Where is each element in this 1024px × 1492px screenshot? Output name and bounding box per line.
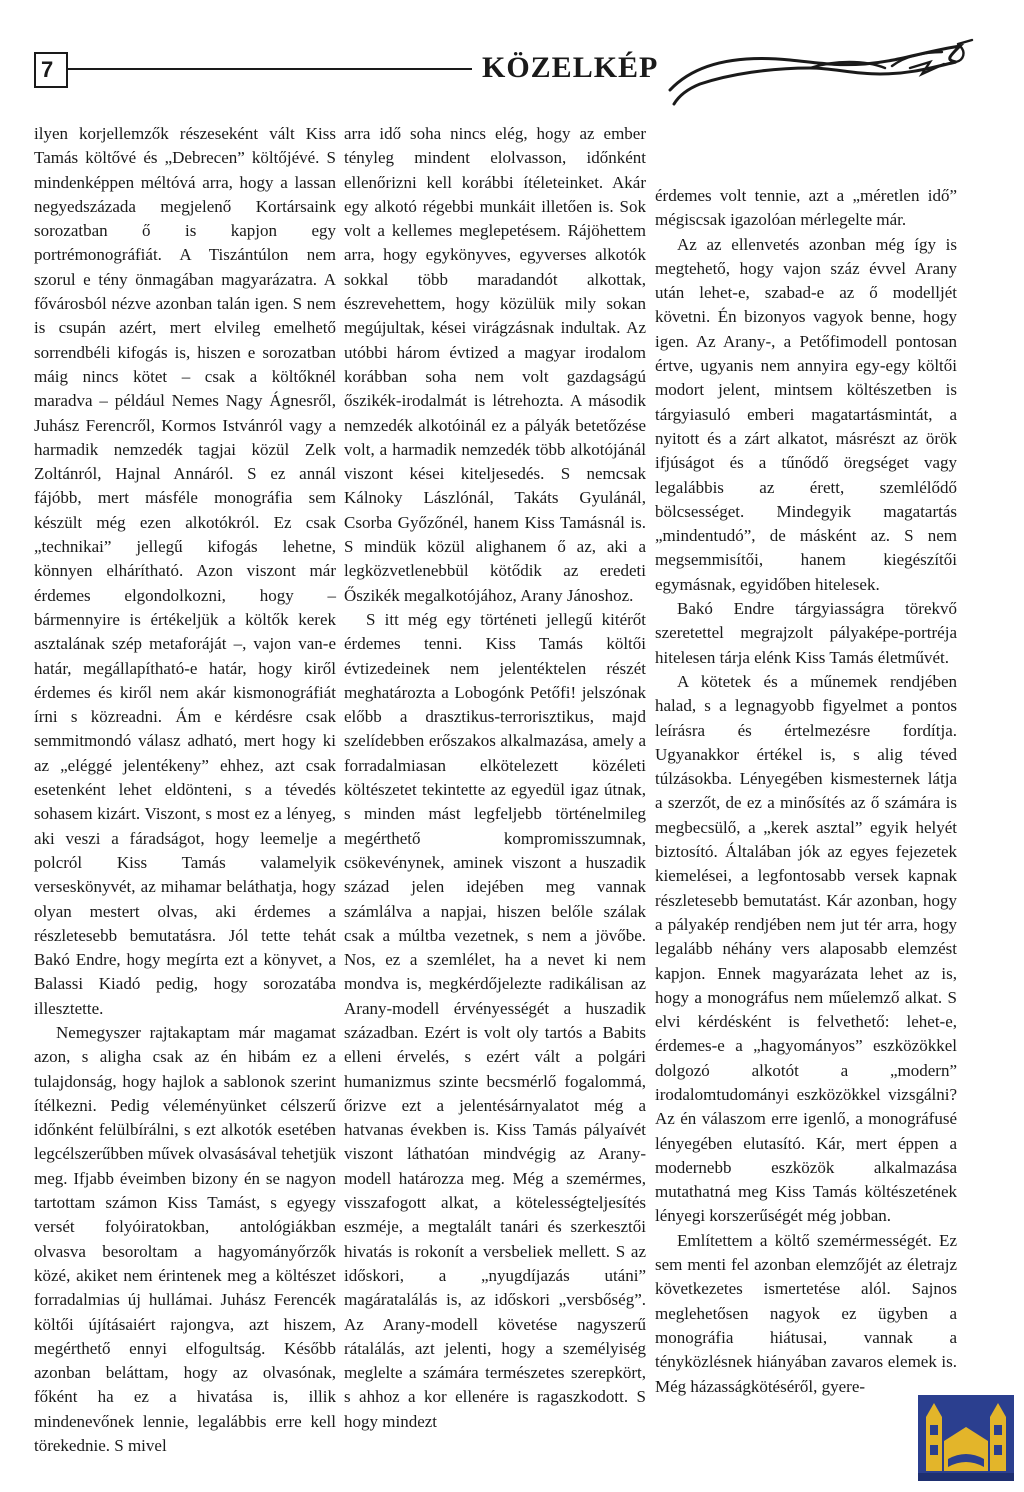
header-rule — [68, 68, 472, 70]
library-emblem-icon — [918, 1395, 1014, 1481]
paragraph: S itt még egy történeti jellegű kitérőt érdemes tenni. Kiss Tamás költői évtizedeinek nem jelentéktelen részét meghatározta a Lobogónk Petőfi! jelszónak előbb a drasztikus-terrorisztikus, majd szelídebben erőszakos alkalmazása, amely a forradalmiasan elkötelezett közéleti költészetet tekintette az egyedül igaz útnak, s minden mást legfeljebb történelmileg megérthető kompromisszumnak, csökevénynek, aminek viszont a huszadik század jelen idejében meg vannak számlálva a napjai, hiszen belőle szálak csak a múltba vezetnek, s nem a jövőbe. Nos, ez a szemlélet, ha a nevet ki nem mondva is, megkérdőjelezte radikálisan az Arany-modell érvényességét a huszadik században. Ezért is volt oly tartós a Babits elleni érvelés, s ezért vált a polgári humanizmus szinte becsmérlő fogalommá, őrizve ezt a jelentésárnyalatot még a hatvanas években is. Kiss Tamás pályaívét viszont láthatóan mindvégig az Arany-modell határozza meg. Még a szemérmes, visszafogott alkat, a kötelességteljesítés eszméje, a megtalált tanári és szerkesztői hivatás is rokonít a versbeliek mellett. S az időskori, a „nyugdíjazás utáni” magáratalálás is, az időskori „versbőség”. Az Arany-modell követése nagyszerű rátalálás, azt jelenti, hogy a személyiség meglelte a számára természetes szerepkört, s ahhoz a kor ellenére is ragaszkodott. S hogy mindezt — [344, 609, 646, 1431]
text-column-2 — [344, 122, 646, 1431]
paragraph: Az az ellenvetés azonban még így is megtehető, hogy vajon száz évvel Arany után lehet-e, szabad-e az ő modelljét követni. Én bizonyos vagyok benne, hogy igen. Az Arany-, a Petőfimodell pontosan értve, ugyanis nem annyira egy-egy költői modort jelent, mintsem költészetben is tárgyiasuló emberi magatartásmintát, a nyitott és a zárt alkatot, másrészt az örök ifjúságot és a tűnődő öregséget vagy legalábbis az érett, szemlélődő bölcsességet. Mindegyik magatartás „mindentudó”, de másként az. S nem megsemmisítői, hanem kiegészítői egymásnak, egyidőben hitelesek. — [655, 234, 957, 594]
paragraph: Bakó Endre tárgyiasságra törekvő szeretettel megrajzolt pályaképe-portréja hitelesen tárja elénk Kiss Tamás életművét. — [655, 599, 957, 667]
quill-flourish-icon — [660, 38, 980, 108]
page-header — [34, 48, 994, 108]
paragraph: érdemes volt tennie, azt a „méretlen idő” mégiscsak igazolóan mérlegelte már. — [655, 186, 957, 230]
section-title: KÖZELKÉP — [482, 51, 659, 84]
text-column-1 — [34, 122, 336, 1456]
paragraph: arra idő soha nincs elég, hogy az ember tényleg mindent elolvasson, időnként ellenőrizni kell korábbi ítéleteinket. Akár egy alkotó régebbi munkáit illetően is. Sok volt a kellemes meglepetésem. Rájöhettem arra, hogy egykönyves, egyverses alkotók sokkal több maradandót alkottak, észrevehettem, hogy közülük mily sokan megújultak, kései virágzásnak indultak. Az utóbbi három évtized a magyar irodalom korábban soha nem volt gazdagságú őszikék-irodalmát is létrehozta. A második nemzedék alkotóinál ez a pályák betetőzése volt, a harmadik nemzedék több alkotójánál viszont kései kiteljesedés. S nemcsak Kálnoky Lászlónál, Takáts Gyulánál, Csorba Győzőnél, hanem Kiss Tamásnál is. S mindük közül alighanem ő az, aki a legközvetlenebbül kötődik az eredeti Őszikék megalkotójához, Arany Jánoshoz. — [344, 124, 646, 605]
text-column-3 — [655, 184, 957, 1484]
paragraph: A kötetek és a műnemek rendjében halad, s a legnagyobb figyelmet a pontos leírásra és értelmezésre fordítja. Ugyanakkor értékel is, s alig téved túlzásokba. Lényegében kismesternek látja a szerzőt, de ez a minősítés az ő számára is megbecsülő, a „kerek asztal” egyik helyét biztosító. Általában jók az egyes fejezetek kiemelései, a legfontosabb versek kapnak részletesebb bemutatást. Kár azonban, hogy a pályakép rendjében nem jut tér arra, hogy legalább néhány vers alaposabb elemzést kapjon. Ennek magyarázata lehet az is, hogy a monográfus nem műelemző alkat. S elvi kérdésként is felvethető: lehet-e, érdemes-e a „hagyományos” eszközökkel dolgozó alkotót a „modern” irodalomtudományi eszközökkel vizsgálni? Az én válaszom erre igenlő, a monográfusé lényegében elutasító. Kár, mert éppen a modernebb eszközök alkalmazása mutathatná meg Kiss Tamás költészetének lényegi korszerűségét még jobban. — [655, 671, 957, 1226]
paragraph: ilyen korjellemzők részeseként vált Kiss Tamás költővé és „Debrecen” költőjévé. S mindenképpen méltóvá arra, hogy a lassan negyedszázada megjelenő Kortársaink sorozatban ő is kapjon egy portrémonográfiát. A Tiszántúlon nem szorul e tény önmagában magyarázatra. A fővárosból nézve azonban talán igen. S nem is csupán azért, mert elvileg emelhető sorrendbéli kifogás is, hiszen e sorozatban máig nincs kötet – csak a költőknél maradva – például Nemes Nagy Ágnesről, Juhász Ferencről, Kormos Istvánról vagy a harmadik nemzedék tagjai közül Zelk Zoltánról, Hajnal Annáról. S ez annál fájóbb, mert másféle monográfia sem készült még ezen alkotókról. Ez csak „technikai” jellegű kifogás lehetne, könnyen elhárítható. Azon viszont már érdemes elgondolkozni, hogy – bármennyire is értékeljük a költők kerek asztalának szép metaforáját –, vajon van-e határ, megállapítható-e határ, hogy kiről érdemes és kiről nem akár kismonográfiát írni s közreadni. Ám e kérdésre csak semmitmondó válasz adható, mert hogy ki az „eléggé jelentékeny” ehhez, azt csak esetenként lehet eldönteni, s a tévedés sohasem kizárt. Viszont, s most ez a lényeg, aki veszi a fáradságot, hogy leemelje a polcról Kiss Tamás valamelyik verseskönyvét, az mihamar beláthatja, hogy olyan mestert olvas, aki érdemes a részletesebb bemutatásra. Jól tette tehát Bakó Endre, hogy megírta ezt a könyvet, a Balassi Kiadó pedig, hogy sorozatába illesztette. — [34, 124, 336, 1018]
page-number: 7 — [34, 52, 68, 88]
paragraph: Nemegyszer rajtakaptam már magamat azon, s aligha csak az én hibám ez a tulajdonság, hogy hajlok a sablonok szerint ítélkezni. Pedig véleményünket célszerű időnként felülbírálni, s ezt alkotók esetében legcélszerűbben művek olvasásával tehetjük meg. Ifjabb éveimben bizony én se nagyon tartottam számon Kiss Tamást, s egyegy versét folyóiratokban, antológiákban olvasva besoroltam a hagyományőrzők közé, akiket nem érintenek meg a költészet forradalmias új hullámai. Juhász Ferencék költői újításaiért rajongva, azt hiszem, megérthető ennyi elfogultság. Később azonban beláttam, hogy az olvasónak, főként ha ez a hivatása is, illik mindenevőnek lennie, legalábbis erre kell törekednie. S mivel — [34, 1022, 336, 1456]
paragraph: Említettem a költő szemérmességét. Ez sem menti fel azonban elemzőjét az életrajz következetes ismertetése alól. Sajnos meglehetősen nagyok ez ügyben a monográfia hiátusai, vannak a tényközlésnek hiányában zavaros elemek is. Még házasságkötéséről, gyere- — [655, 1230, 957, 1396]
